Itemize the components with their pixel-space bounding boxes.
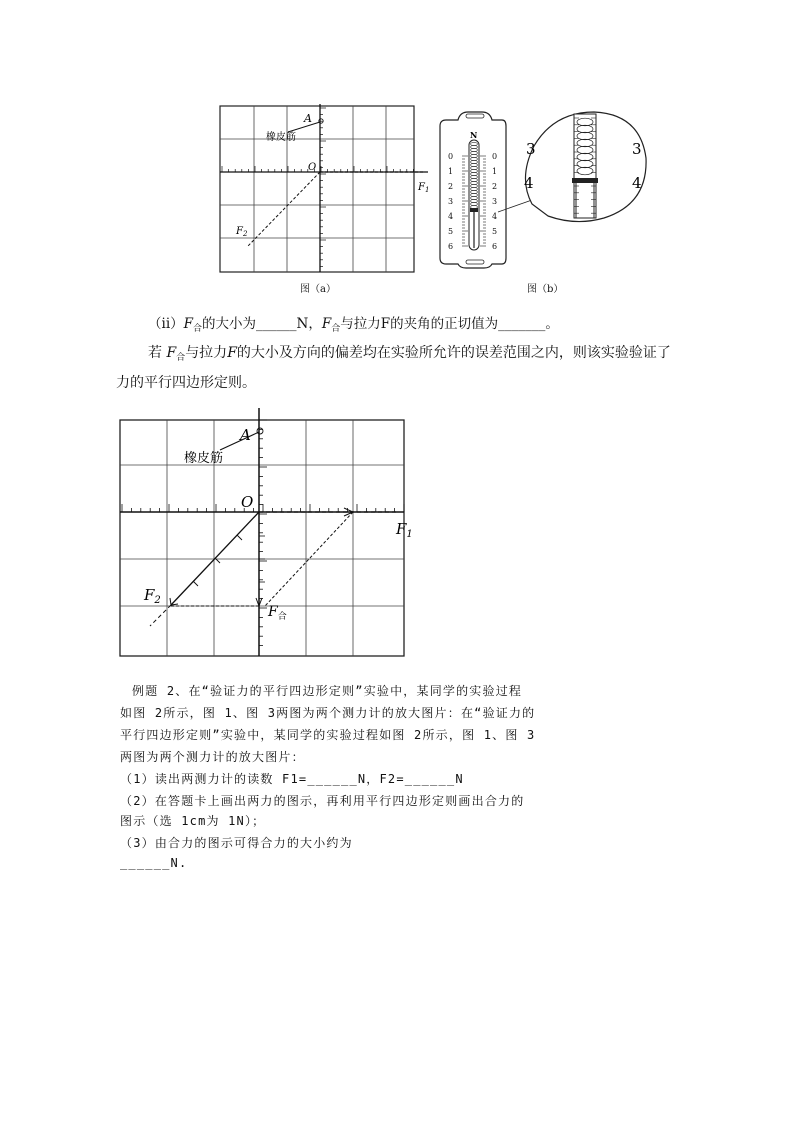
example2-q1: （1）读出两测力计的读数 F1=______N，F2=______N [120, 772, 464, 786]
fig-b-unit-label: N [470, 130, 478, 140]
fig-ans-f1-label: $F_1$ [396, 520, 413, 540]
fig-b-zoom-4-left: 4 [524, 174, 534, 192]
example2-q3-line-2: ______N. [120, 856, 188, 870]
example2-q2-line-2: 图示（选 1cm为 1N）； [120, 814, 266, 828]
fig-ans-fhe-label: $F_合$ [268, 604, 287, 622]
fig-ans-f2-label: $F_2$ [144, 586, 161, 606]
scale-number-right: 3 [492, 197, 498, 206]
scale-number-right: 4 [492, 212, 498, 221]
scale-number-right: 0 [492, 152, 498, 161]
fig-b-zoom-4-right: 4 [632, 174, 642, 192]
fig-ans-point-a: A [240, 426, 251, 444]
fig-b-zoom-3-right: 3 [632, 140, 642, 158]
figure-answer-grid [116, 408, 418, 660]
scale-number-left: 3 [448, 197, 454, 206]
conclusion-line-2: 力的平行四边形定则。 [116, 375, 256, 391]
fig-a-rubber-band-label: 橡皮筋 [266, 132, 296, 143]
fig-ans-rubber-band-label: 橡皮筋 [184, 451, 224, 466]
fig-b-zoom-3-left: 3 [526, 140, 536, 158]
figure-a-grid [218, 104, 438, 276]
example2-line-2: 如图 2所示，图 1、图 3两图为两个测力计的放大图片：在“验证力的 [120, 706, 536, 720]
fig-ans-origin-label: O [241, 493, 254, 511]
question-ii: $(ii)F_合$的大小为______N，$F_合$与拉力F的夹角的正切值为_______。 [148, 316, 559, 334]
scale-number-right: 5 [492, 227, 498, 236]
scale-number-right: 1 [492, 167, 498, 176]
conclusion-line-1: 若 $F_合$与拉力F的大小及方向的偏差均在实验所允许的误差范围之内，则该实验验证了 [148, 345, 671, 363]
scale-number-right: 2 [492, 182, 498, 191]
scale-number-left: 2 [448, 182, 454, 191]
scale-number-left: 5 [448, 227, 454, 236]
example2-q2-line-1: （2）在答题卡上画出两力的图示，再利用平行四边形定则画出合力的 [120, 794, 525, 808]
example2-line-3: 平行四边形定则”实验中，某同学的实验过程如图 2所示，图 1、图 3 [120, 728, 536, 742]
figure-b-caption: 图（b） [527, 284, 564, 295]
figure-b-spring-scale [436, 108, 656, 280]
scale-number-left: 6 [448, 242, 454, 251]
example2-line-4: 两图为两个测力计的放大图片： [120, 750, 305, 764]
scale-number-right: 6 [492, 242, 498, 251]
scale-number-left: 4 [448, 212, 454, 221]
scale-number-left: 1 [448, 167, 454, 176]
example2-line-1: 例题 2、在“验证力的平行四边形定则”实验中，某同学的实验过程 [132, 684, 523, 698]
fig-a-f1-label: $F_1$ [418, 182, 430, 194]
fig-a-point-a: A [304, 112, 312, 125]
scale-number-left: 0 [448, 152, 454, 161]
example2-q3-line-1: （3）由合力的图示可得合力的大小约为 [120, 836, 353, 850]
fig-a-origin-label: O [308, 162, 317, 173]
fig-a-f2-label: $F_2$ [236, 226, 248, 238]
figure-a-caption: 图（a） [300, 284, 336, 295]
